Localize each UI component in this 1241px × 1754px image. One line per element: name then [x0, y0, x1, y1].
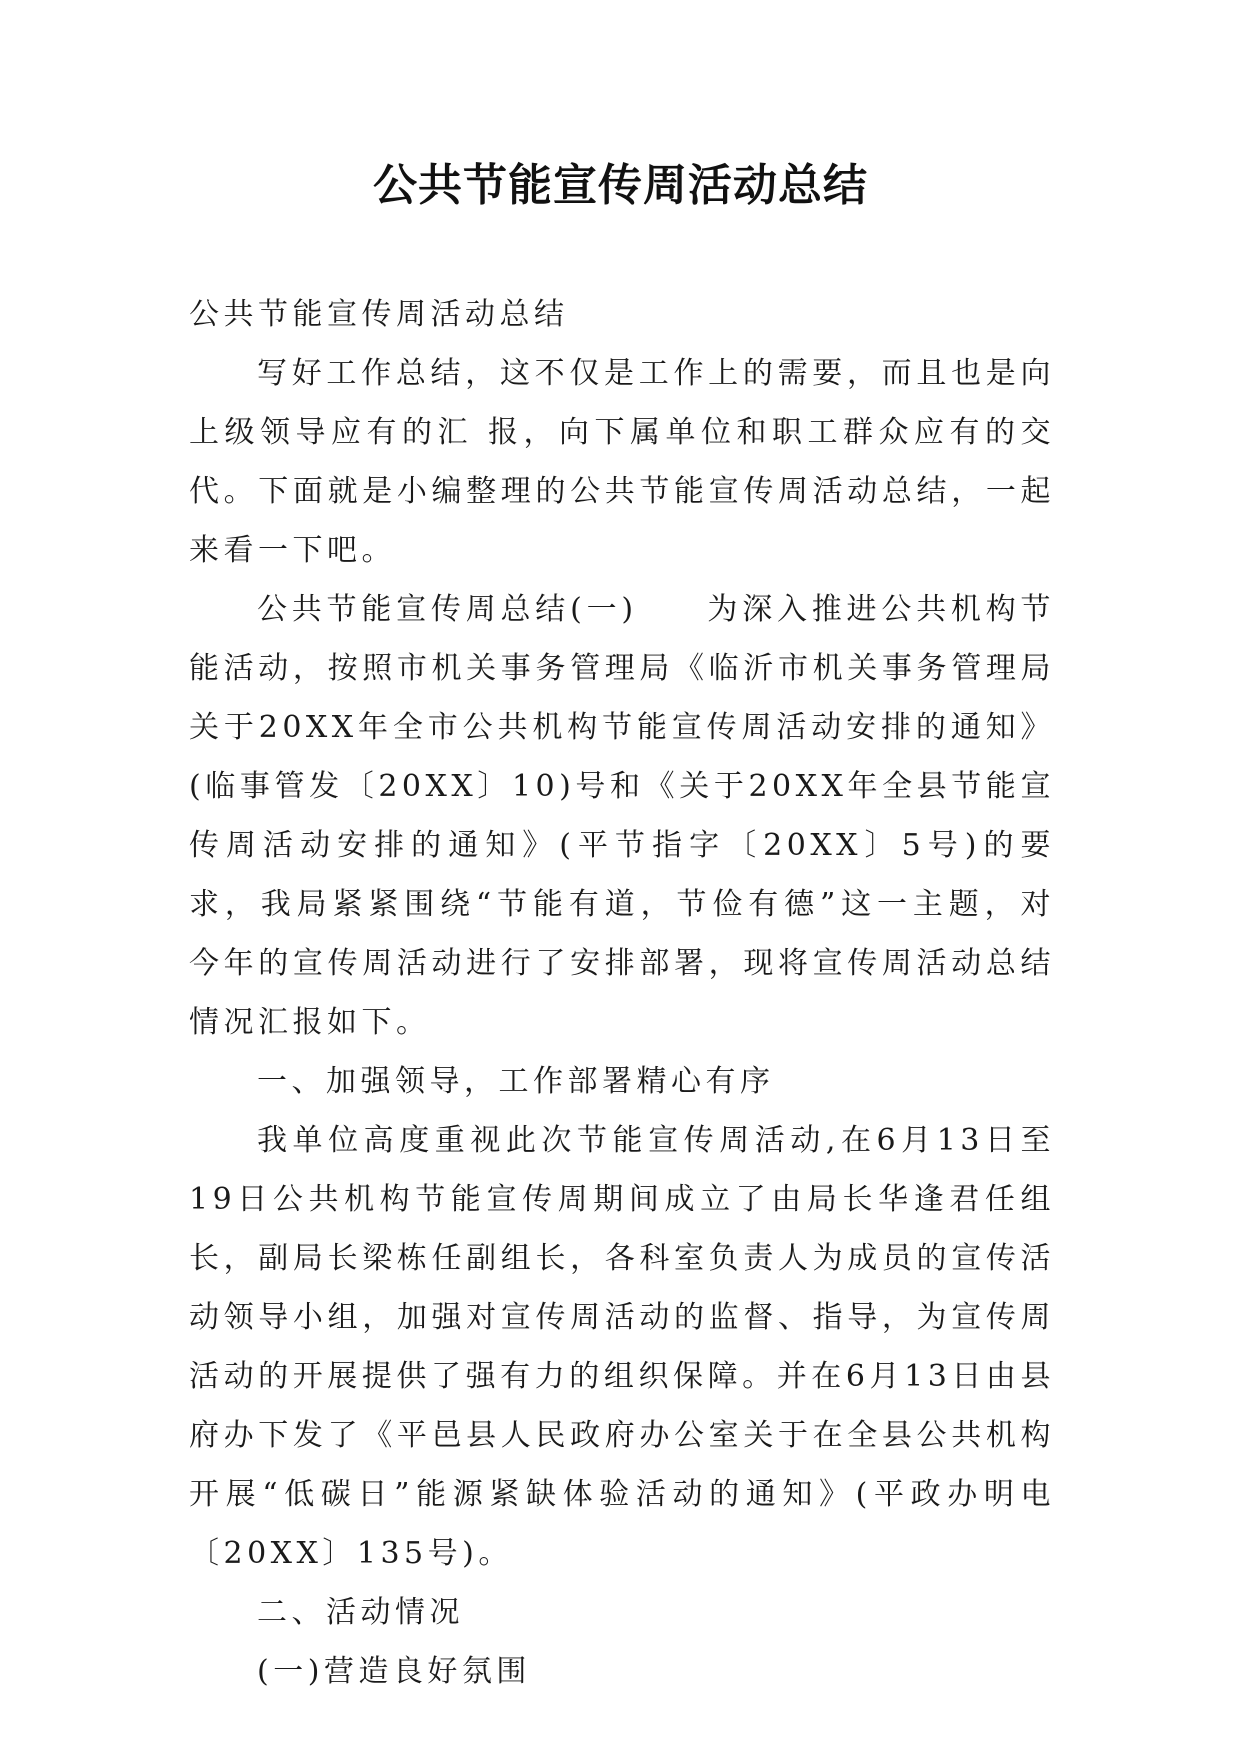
section-heading-two: 二、活动情况	[257, 1595, 464, 1630]
section-heading-one: 一、加强领导，工作部署精心有序	[257, 1064, 775, 1099]
leadership-paragraph: 我单位高度重视此次节能宣传周活动,在6月13日至19日公共机构节能宣传周期间成立了由局长华逢君任组长，副局长梁栋任副组长，各科室负责人为成员的宣传活动领导小组，加强对宣传周活动的监督、指导，为宣传周活动的开展提供了强有力的组织保障。并在6月13日由县府办下发了《平邑县人民政府办公室关于在全县公共机构开展“低碳日”能源紧缺体验活动的通知》(平政办明电〔20XX〕135号)。	[189, 1123, 1055, 1571]
body-subtitle: 公共节能宣传周活动总结	[189, 297, 569, 332]
summary-one-paragraph: 公共节能宣传周总结(一) 为深入推进公共机构节能活动，按照市机关事务管理局《临沂市机关事务管理局关于20XX年全市公共机构节能宣传周活动安排的通知》(临事管发〔20XX〕10)号和《关于20XX年全县节能宣传周活动安排的通知》(平节指字〔20XX〕5号)的要求，我局紧紧围绕“节能有道，节俭有德”这一主题，对今年的宣传周活动进行了安排部署，现将宣传周活动总结情况汇报如下。	[189, 592, 1055, 1040]
subsection-heading-one: (一)营造良好氛围	[257, 1654, 531, 1689]
document-body	[189, 285, 1055, 1701]
intro-paragraph: 写好工作总结，这不仅是工作上的需要，而且也是向上级领导应有的汇 报，向下属单位和职工群众应有的交代。下面就是小编整理的公共节能宣传周活动总结，一起来看一下吧。	[189, 356, 1055, 568]
document-title: 公共节能宣传周活动总结	[373, 160, 868, 211]
